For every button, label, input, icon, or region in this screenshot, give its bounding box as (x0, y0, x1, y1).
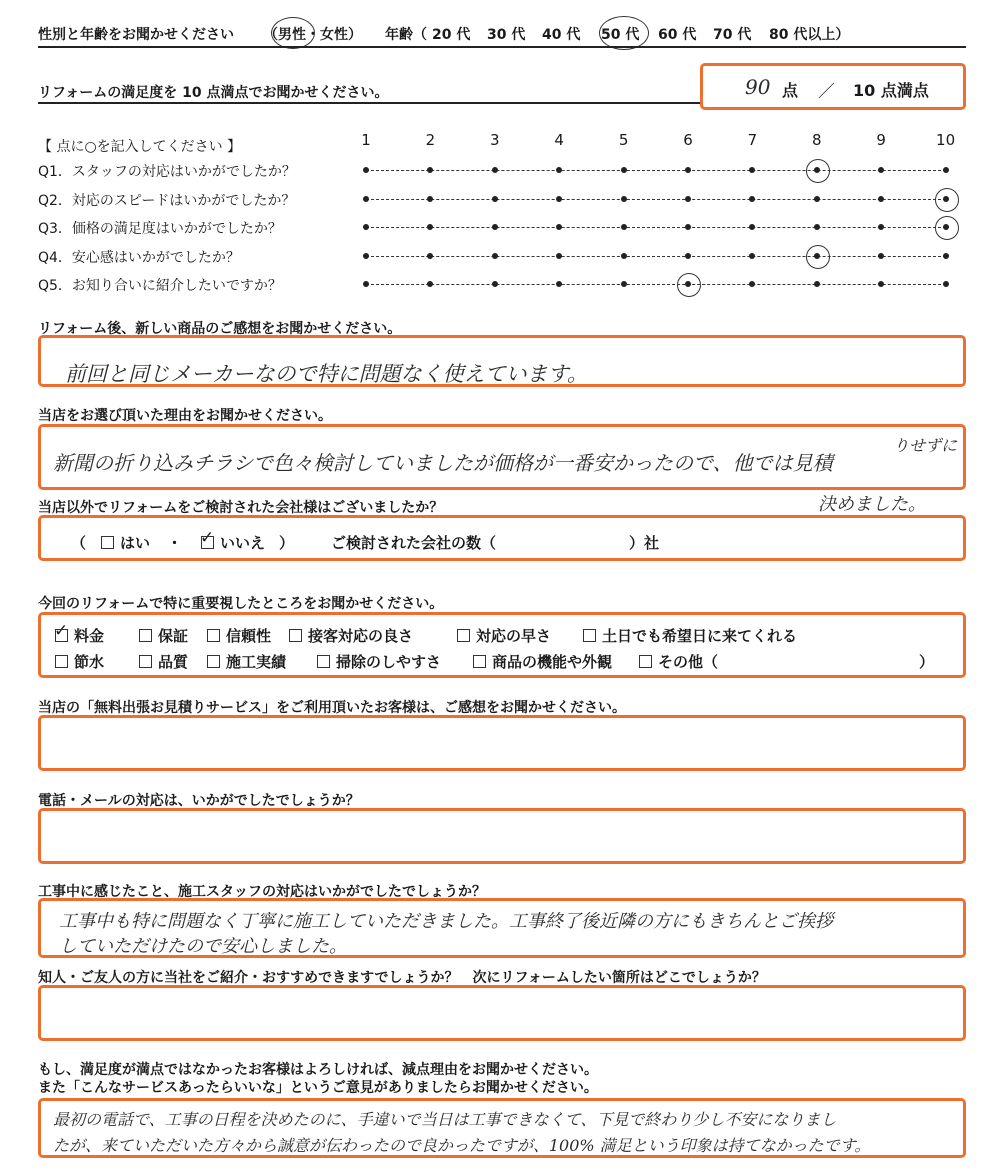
rating-point[interactable] (556, 196, 562, 202)
satisfaction-question: リフォームの満足度を 10 点満点でお聞かせください。 (38, 85, 389, 101)
rating-selected-circle (935, 188, 959, 212)
age-option-50: 50 代 (601, 27, 640, 43)
rating-point[interactable] (556, 167, 562, 173)
rating-question-label: Q2．対応のスピードはいかがでしたか？ (38, 192, 296, 209)
rating-point[interactable] (492, 224, 498, 230)
other-no-label: いいえ (220, 534, 266, 552)
priority-checkbox[interactable] (139, 629, 152, 642)
rating-point[interactable] (492, 281, 498, 287)
rating-point[interactable] (492, 167, 498, 173)
rating-point[interactable] (556, 253, 562, 259)
rating-point[interactable] (685, 224, 691, 230)
priority-label: 節水 (74, 653, 105, 671)
scale-number: 9 (876, 131, 886, 149)
scale-number: 7 (747, 131, 758, 149)
rating-point[interactable] (814, 224, 820, 230)
rating-question-label: Q4．安心感はいかがでしたか？ (38, 249, 240, 266)
rating-point[interactable] (621, 224, 627, 230)
priority-checkbox[interactable] (207, 655, 220, 668)
referral-answer-box (38, 985, 966, 1041)
other-open-paren: （ (71, 534, 87, 552)
other-close-paren: ） (279, 534, 295, 552)
reason-answer-line1: 新聞の折り込みチラシで色々検討していましたが価格が一番安かったので、他では見積 (53, 451, 833, 475)
priority-label: その他（ (658, 653, 719, 671)
feedback-title-line2: また「こんなサービスあったらいいな」というご意見がありましたらお聞かせください。 (38, 1080, 598, 1096)
feedback-title-line1: もし、満足度が満点ではなかったお客様はよろしければ、減点理由をお聞かせください。 (38, 1062, 598, 1078)
scale-number: 10 (936, 131, 956, 149)
age-option-60: 60 代 (658, 27, 697, 43)
rating-point[interactable] (749, 224, 755, 230)
scale-number: 6 (683, 131, 693, 149)
rating-point[interactable] (943, 253, 949, 259)
rating-question-label: Q1．スタッフの対応はいかがでしたか？ (38, 164, 296, 180)
contact-title: 電話・メールの対応は、いかがでしたでしょうか？ (38, 793, 360, 809)
rating-point[interactable] (363, 224, 369, 230)
satisfaction-slash: ／ (818, 82, 835, 102)
construction-answer-box (38, 898, 966, 958)
rating-point[interactable] (621, 253, 627, 259)
reason-answer-line2: 決めました。 (818, 494, 926, 515)
estimate-title: 当店の「無料出張お見積りサービス」をご利用頂いたお客様は、ご感想をお聞かせください。 (38, 700, 626, 716)
priority-label: 接客対応の良さ (308, 627, 414, 645)
priority-option[interactable] (139, 651, 188, 672)
rating-point[interactable] (363, 196, 369, 202)
satisfaction-score-box (700, 63, 966, 110)
priority-checkbox[interactable] (583, 629, 596, 642)
satisfaction-max: 10 点満点 (853, 81, 929, 100)
rating-line (366, 284, 946, 285)
rating-point[interactable] (492, 253, 498, 259)
rating-point[interactable] (556, 281, 562, 287)
other-companies-title: 当店以外でリフォームをご検討された会社様はございましたか？ (38, 500, 444, 516)
priority-option[interactable] (473, 651, 612, 672)
rating-point[interactable] (492, 196, 498, 202)
other-no-checkbox[interactable] (201, 536, 214, 549)
rating-point[interactable] (685, 167, 691, 173)
rating-point[interactable] (943, 281, 949, 287)
scale-number: 8 (812, 131, 822, 149)
other-companies-box (38, 515, 966, 561)
scale-number: 2 (425, 131, 436, 149)
other-yes-checkbox[interactable] (101, 536, 114, 549)
rating-question-label: Q3．価格の満足度はいかがでしたか？ (38, 221, 282, 237)
priority-label: 信頼性 (226, 627, 272, 645)
age-label: 年齢（ (385, 27, 427, 43)
impression-answer: 前回と同じメーカーなので特に問題なく使えています。 (65, 362, 588, 386)
priority-checkbox[interactable] (473, 655, 486, 668)
impression-title: リフォーム後、新しい商品のご感想をお聞かせください。 (38, 321, 402, 337)
rating-point[interactable] (749, 196, 755, 202)
rating-point[interactable] (878, 167, 884, 173)
rating-point[interactable] (363, 253, 369, 259)
estimate-answer-box (38, 715, 966, 771)
priority-option[interactable] (207, 625, 271, 646)
priority-label: 対応の早さ (476, 627, 552, 645)
gender-age-label: 性別と年齢をお聞かせください (38, 27, 234, 43)
age-option-80: 80 代以上） (769, 27, 850, 43)
satisfaction-unit: 点 (782, 81, 799, 100)
rating-line (366, 227, 946, 228)
scale-number: 4 (554, 131, 564, 149)
priority-option[interactable] (317, 651, 441, 672)
age-option-70: 70 代 (713, 27, 752, 43)
rating-point[interactable] (814, 196, 820, 202)
priority-label: 品質 (158, 653, 189, 671)
other-yes-label: はい (120, 534, 151, 552)
rating-point[interactable] (621, 281, 627, 287)
other-yes-option[interactable] (101, 532, 150, 553)
feedback-answer-line1: 最初の電話で、工事の日程を決めたのに、手違いで当日は工事できなくて、下見で終わり少し不安になりまし (53, 1110, 837, 1129)
other-dot: ・ (167, 534, 183, 552)
rating-point[interactable] (363, 167, 369, 173)
age-selection-circle (599, 16, 649, 50)
referral-title: 知人・ご友人の方に当社をご紹介・おすすめできますでしょうか？ 次にリフォームしたい箇所はどこでしょうか？ (38, 970, 766, 986)
age-option-30: 30 代 (487, 27, 526, 43)
other-count-suffix: ）社 (629, 534, 660, 552)
rating-point[interactable] (878, 253, 884, 259)
priority-checkbox[interactable] (207, 629, 220, 642)
reason-answer-insert: りせずに (893, 436, 958, 455)
impression-answer-box (38, 335, 966, 387)
rating-point[interactable] (685, 196, 691, 202)
rating-point[interactable] (621, 167, 627, 173)
gender-options: （男性・女性） (264, 27, 362, 43)
priority-label: 掃除のしやすさ (336, 653, 442, 671)
priorities-close-paren: ） (919, 653, 935, 671)
rating-point[interactable] (556, 224, 562, 230)
rating-point[interactable] (427, 281, 433, 287)
rating-line (366, 170, 946, 171)
scale-number: 5 (618, 131, 629, 149)
priority-checkbox[interactable] (457, 629, 470, 642)
satisfaction-rule (38, 102, 700, 104)
rating-selected-circle (806, 245, 830, 269)
priority-label: 料金 (74, 627, 105, 645)
priority-checkbox[interactable] (55, 655, 68, 668)
rating-point[interactable] (427, 224, 433, 230)
priority-checkbox[interactable] (55, 629, 68, 642)
priority-checkbox[interactable] (139, 655, 152, 668)
age-option-40: 40 代 (542, 27, 581, 43)
rating-point[interactable] (363, 281, 369, 287)
rating-point[interactable] (621, 196, 627, 202)
feedback-answer-box (38, 1098, 966, 1158)
rating-point[interactable] (878, 224, 884, 230)
feedback-answer-line2: たが、来ていただいた方々から誠意が伝わったので良かったですが、100% 満足という印象は持てなかったです。 (53, 1136, 871, 1155)
priority-checkbox[interactable] (289, 629, 302, 642)
priorities-title: 今回のリフォームで特に重要視したところをお聞かせください。 (38, 596, 444, 612)
gender-selection-circle (271, 17, 315, 49)
priority-option[interactable] (583, 625, 797, 646)
construction-title: 工事中に感じたこと、施工スタッフの対応はいかがでしたでしょうか？ (38, 884, 486, 900)
scale-number: 3 (490, 131, 500, 149)
priority-option[interactable] (139, 625, 188, 646)
satisfaction-answer: 90 (745, 75, 771, 99)
priorities-box (38, 612, 966, 678)
scale-number: 1 (361, 131, 371, 149)
rating-point[interactable] (749, 253, 755, 259)
priority-option[interactable] (639, 651, 718, 672)
rating-selected-circle (677, 273, 701, 297)
rating-point[interactable] (878, 196, 884, 202)
priority-option[interactable] (289, 625, 413, 646)
rating-question-label: Q5．お知り合いに紹介したいですか？ (38, 278, 282, 294)
rating-selected-circle (806, 159, 830, 183)
rating-point[interactable] (427, 196, 433, 202)
priority-option[interactable] (457, 625, 551, 646)
rating-point[interactable] (943, 167, 949, 173)
priority-option[interactable] (207, 651, 286, 672)
priority-label: 商品の機能や外観 (492, 653, 613, 671)
construction-answer-line1: 工事中も特に問題なく丁寧に施工していただきました。工事終了後近隣の方にもきちんとご挨拶 (59, 911, 833, 932)
rating-point[interactable] (427, 253, 433, 259)
reason-answer-box (38, 424, 966, 490)
rating-point[interactable] (749, 281, 755, 287)
priority-option[interactable] (55, 625, 104, 646)
rating-point[interactable] (427, 167, 433, 173)
other-no-option[interactable] (201, 532, 265, 553)
rating-instruction: 【 点に○を記入してください 】 (38, 139, 242, 155)
construction-answer-line2: していただけたので安心しました。 (59, 936, 347, 957)
rating-line (366, 256, 946, 257)
rating-point[interactable] (685, 253, 691, 259)
priority-label: 保証 (158, 627, 189, 645)
age-option-20: 20 代 (432, 27, 471, 43)
priority-option[interactable] (55, 651, 104, 672)
header-rule (38, 46, 966, 48)
contact-answer-box (38, 808, 966, 864)
priority-label: 土日でも希望日に来てくれる (602, 627, 798, 645)
rating-selected-circle (935, 216, 959, 240)
rating-point[interactable] (878, 281, 884, 287)
rating-point[interactable] (749, 167, 755, 173)
rating-line (366, 199, 946, 200)
priority-checkbox[interactable] (639, 655, 652, 668)
reason-title: 当店をお選び頂いた理由をお聞かせください。 (38, 408, 332, 424)
priority-checkbox[interactable] (317, 655, 330, 668)
priority-label: 施工実績 (226, 653, 287, 671)
other-count-label: ご検討された会社の数（ (331, 534, 497, 552)
rating-point[interactable] (814, 281, 820, 287)
